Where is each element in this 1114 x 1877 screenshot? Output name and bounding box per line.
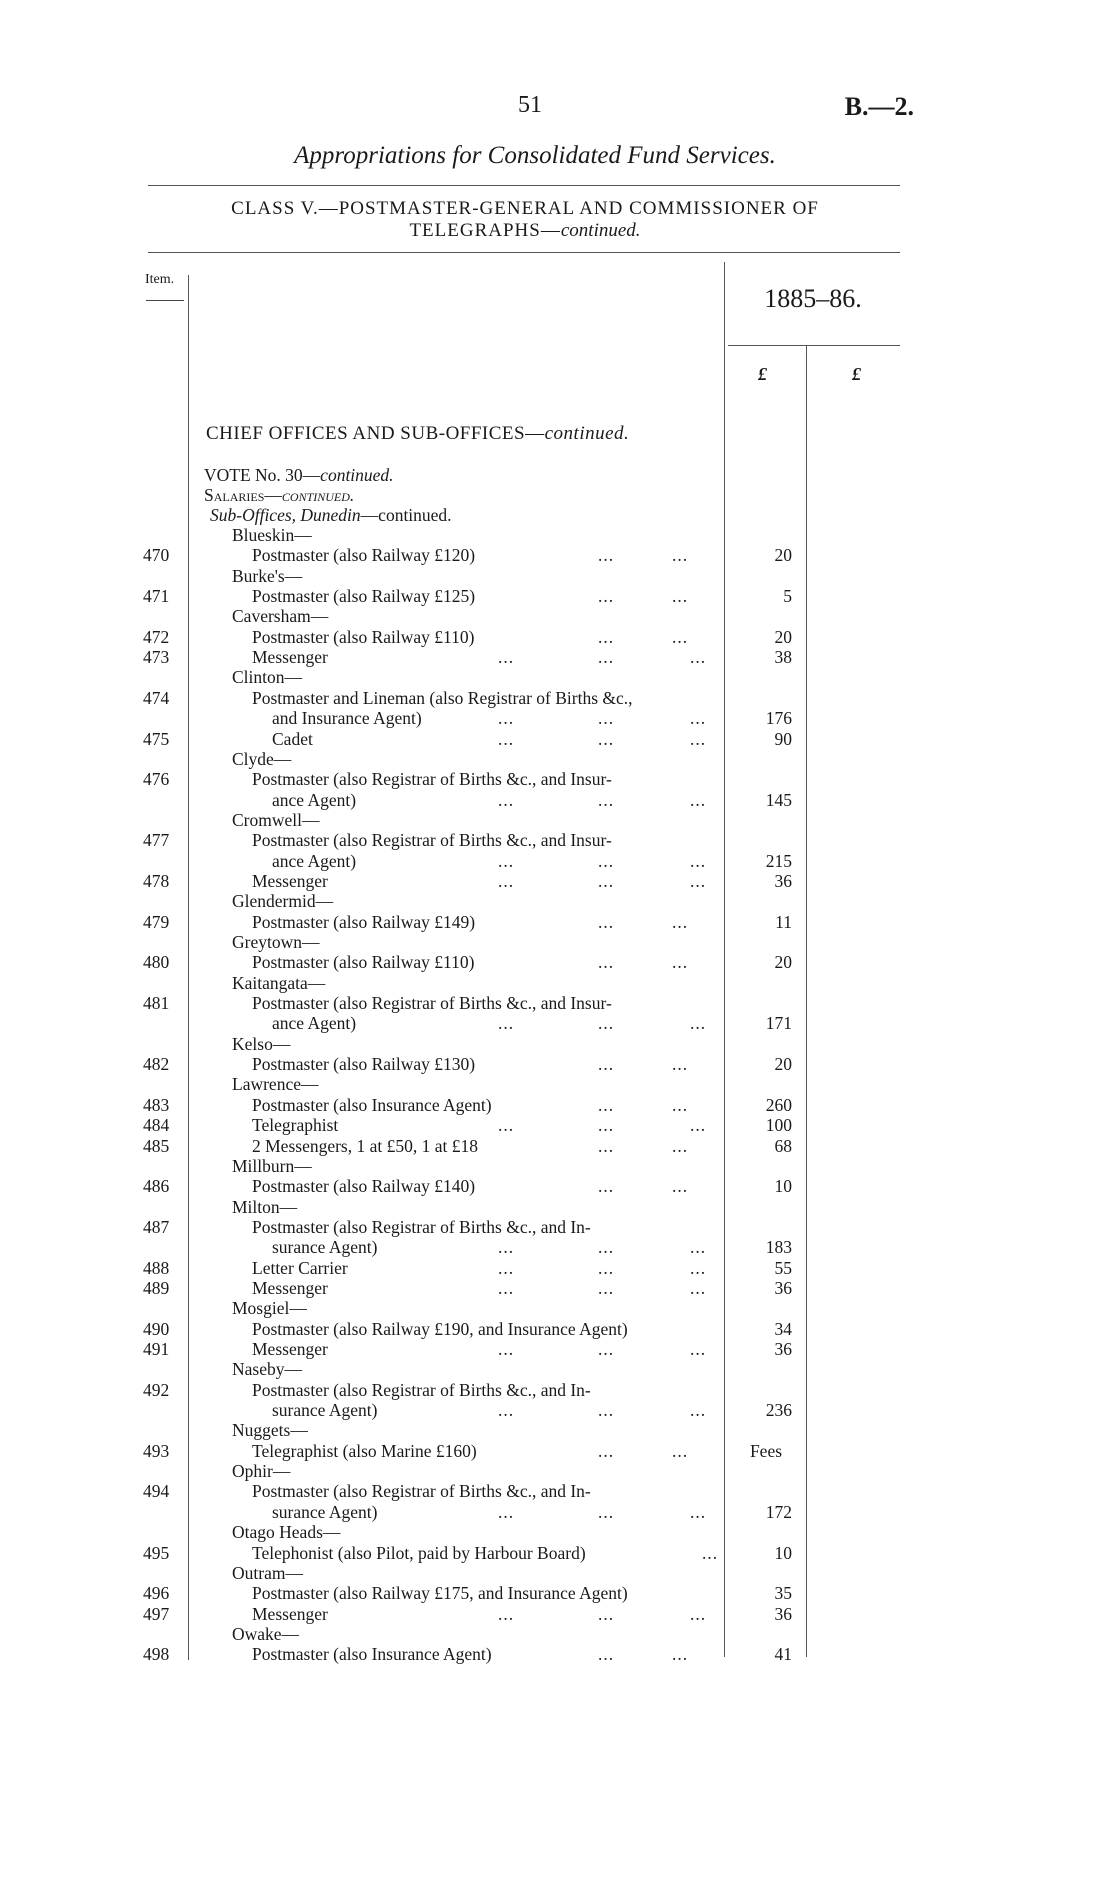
item-description: Greytown— xyxy=(232,932,320,952)
item-description: Telephonist (also Pilot, paid by Harbour Board) xyxy=(252,1542,586,1563)
leader-dots: ... xyxy=(690,1603,707,1624)
item-number: 486 xyxy=(143,1176,170,1197)
leader-dots: ... xyxy=(598,708,615,729)
table-row xyxy=(0,1441,1114,1461)
table-row xyxy=(0,1115,1114,1135)
item-description: Postmaster (also Railway £110) xyxy=(252,626,475,647)
table-row xyxy=(0,1563,1114,1583)
leader-dots: ... xyxy=(498,850,515,871)
item-number: 493 xyxy=(143,1440,170,1461)
table-row xyxy=(0,1604,1114,1624)
item-description: Cromwell— xyxy=(232,809,320,830)
leader-dots: ... xyxy=(498,1603,515,1624)
table-row xyxy=(0,912,1114,932)
item-amount: 20 xyxy=(774,1054,792,1075)
item-description: Letter Carrier xyxy=(252,1257,348,1278)
leader-dots: ... xyxy=(690,1257,707,1278)
item-amount: 36 xyxy=(774,1603,792,1624)
table-row xyxy=(0,1543,1114,1563)
top-rule xyxy=(148,185,900,186)
item-description: Postmaster (also Railway £190, and Insurance Agent) xyxy=(252,1318,628,1339)
leader-dots: ... xyxy=(498,1237,515,1258)
item-description: Postmaster (also Railway £175, and Insurance Agent) xyxy=(252,1583,628,1604)
vote-line xyxy=(0,465,1114,485)
year-underline xyxy=(728,345,900,346)
table-row xyxy=(0,851,1114,871)
item-amount: 35 xyxy=(774,1583,792,1604)
item-amount: 36 xyxy=(774,870,792,891)
item-description: Lawrence— xyxy=(232,1074,319,1095)
item-number: 485 xyxy=(143,1135,170,1156)
item-description: 2 Messengers, 1 at £50, 1 at £18 xyxy=(252,1135,479,1156)
section-heading xyxy=(206,423,629,445)
item-description: Postmaster (also Railway £110) xyxy=(252,952,475,973)
item-description: Burke's— xyxy=(232,565,303,586)
table-row xyxy=(0,1136,1114,1156)
table-row xyxy=(0,1298,1114,1318)
item-description: Kelso— xyxy=(232,1033,291,1054)
item-description: Messenger xyxy=(252,870,328,891)
item-description: Postmaster (also Registrar of Births &c., and In- xyxy=(252,1379,591,1400)
leader-dots: ... xyxy=(498,1339,515,1359)
table-row xyxy=(0,1237,1114,1257)
table-row xyxy=(0,606,1114,626)
item-description: Postmaster (also Registrar of Births &c., and Insur- xyxy=(252,993,612,1014)
item-number: 481 xyxy=(143,993,170,1014)
item-amount: 90 xyxy=(774,728,792,749)
leader-dots: ... xyxy=(498,789,515,810)
class-title-continued: continued. xyxy=(560,220,641,241)
item-amount: 41 xyxy=(774,1644,792,1665)
item-number: 492 xyxy=(143,1379,170,1400)
section-heading-text: CHIEF OFFICES AND SUB-OFFICES— xyxy=(206,423,545,444)
leader-dots: ... xyxy=(690,850,707,871)
item-amount: 10 xyxy=(774,1542,792,1563)
leader-dots: ... xyxy=(690,1339,707,1359)
leader-dots: ... xyxy=(598,1400,615,1421)
class-title-line1: CLASS V.—POSTMASTER-GENERAL AND COMMISSIONER OF xyxy=(231,198,819,219)
table-row xyxy=(0,1400,1114,1420)
table-row xyxy=(0,871,1114,891)
table-row xyxy=(0,1197,1114,1217)
item-amount: 20 xyxy=(774,626,792,647)
leader-dots: ... xyxy=(690,870,707,891)
leader-dots: ... xyxy=(598,586,615,607)
leader-dots: ... xyxy=(498,1115,515,1136)
item-description: Postmaster and Lineman (also Registrar of Births &c., xyxy=(252,687,633,708)
leader-dots: ... xyxy=(598,1603,615,1624)
item-description: Postmaster (also Railway £149) xyxy=(252,911,476,932)
table-row xyxy=(0,1461,1114,1481)
item-number: 489 xyxy=(143,1277,170,1298)
leader-dots: ... xyxy=(598,870,615,891)
item-description: surance Agent) xyxy=(272,1237,378,1258)
item-number: 494 xyxy=(143,1481,170,1502)
item-description: Nuggets— xyxy=(232,1420,308,1441)
table-row xyxy=(0,1156,1114,1176)
item-number: 488 xyxy=(143,1257,170,1278)
leader-dots: ... xyxy=(598,850,615,871)
item-description: Postmaster (also Registrar of Births &c., and Insur- xyxy=(252,830,612,851)
item-description: Otago Heads— xyxy=(232,1522,341,1543)
item-amount: 11 xyxy=(775,911,792,932)
item-amount: 236 xyxy=(765,1400,792,1421)
table-row xyxy=(0,1380,1114,1400)
item-number: 472 xyxy=(143,626,170,647)
leader-dots: ... xyxy=(690,1013,707,1034)
table-row xyxy=(0,973,1114,993)
item-number: 476 xyxy=(143,769,170,790)
item-number: 477 xyxy=(143,830,170,851)
item-number: 496 xyxy=(143,1583,170,1604)
item-number: 491 xyxy=(143,1339,170,1359)
table-row xyxy=(0,1420,1114,1440)
leader-dots: ... xyxy=(672,545,689,566)
leader-dots: ... xyxy=(690,1115,707,1136)
table-row xyxy=(0,769,1114,789)
table-row xyxy=(0,525,1114,545)
item-number: 474 xyxy=(143,687,170,708)
table-row xyxy=(0,688,1114,708)
leader-dots: ... xyxy=(598,789,615,810)
sub-offices-text: Sub-Offices, Dunedin xyxy=(210,505,361,525)
item-description: Telegraphist xyxy=(252,1115,339,1136)
item-amount: 20 xyxy=(774,545,792,566)
leader-dots: ... xyxy=(598,911,615,932)
leader-dots: ... xyxy=(702,1542,719,1563)
item-number: 490 xyxy=(143,1318,170,1339)
leader-dots: ... xyxy=(598,1094,615,1115)
item-description: ance Agent) xyxy=(272,850,357,871)
salaries-line xyxy=(0,485,1114,505)
leader-dots: ... xyxy=(498,870,515,891)
item-description: Mosgiel— xyxy=(232,1298,307,1319)
leader-dots: ... xyxy=(598,626,615,647)
table-row xyxy=(0,627,1114,647)
leader-dots: ... xyxy=(672,586,689,607)
item-amount: 145 xyxy=(765,789,792,810)
item-description: Messenger xyxy=(252,1339,328,1359)
item-amount: 20 xyxy=(774,952,792,973)
leader-dots: ... xyxy=(690,1400,707,1421)
item-description: Owake— xyxy=(232,1623,300,1644)
item-description: ance Agent) xyxy=(272,789,357,810)
class-title-line2 xyxy=(150,220,900,242)
table-row xyxy=(0,1095,1114,1115)
item-number: 483 xyxy=(143,1094,170,1115)
item-number: 479 xyxy=(143,911,170,932)
leader-dots: ... xyxy=(598,728,615,749)
vote-continued: continued. xyxy=(320,465,394,485)
item-description: Milton— xyxy=(232,1196,298,1217)
item-description: Messenger xyxy=(252,647,328,668)
leader-dots: ... xyxy=(672,1644,689,1665)
table-row xyxy=(0,566,1114,586)
class-title-line2-text: TELEGRAPHS— xyxy=(409,220,561,241)
item-description: Postmaster (also Insurance Agent) xyxy=(252,1094,492,1115)
table-row xyxy=(0,1583,1114,1603)
table-row xyxy=(0,932,1114,952)
item-amount: 171 xyxy=(765,1013,792,1034)
leader-dots: ... xyxy=(690,728,707,749)
item-number: 478 xyxy=(143,870,170,891)
vote-text: VOTE No. 30— xyxy=(204,465,321,485)
item-number: 482 xyxy=(143,1054,170,1075)
item-description: Naseby— xyxy=(232,1359,302,1380)
leader-dots: ... xyxy=(598,1115,615,1136)
item-number: 471 xyxy=(143,586,170,607)
item-amount: 260 xyxy=(765,1094,792,1115)
table-row xyxy=(0,1502,1114,1522)
item-amount: 5 xyxy=(783,586,792,607)
item-number: 487 xyxy=(143,1216,170,1237)
leader-dots: ... xyxy=(498,728,515,749)
item-description: Postmaster (also Railway £120) xyxy=(252,545,476,566)
table-row xyxy=(0,1359,1114,1379)
leader-dots: ... xyxy=(598,1277,615,1298)
item-number: 497 xyxy=(143,1603,170,1624)
item-description: surance Agent) xyxy=(272,1400,378,1421)
table-row xyxy=(0,708,1114,728)
leader-dots: ... xyxy=(598,647,615,668)
item-description: surance Agent) xyxy=(272,1501,378,1522)
section-heading-continued: continued. xyxy=(544,423,630,444)
table-row xyxy=(0,586,1114,606)
table-row xyxy=(0,810,1114,830)
table-row xyxy=(0,1054,1114,1074)
table-row xyxy=(0,729,1114,749)
item-description: Postmaster (also Railway £140) xyxy=(252,1176,476,1197)
leader-dots: ... xyxy=(690,708,707,729)
leader-dots: ... xyxy=(498,1257,515,1278)
item-description: Millburn— xyxy=(232,1155,312,1176)
item-description: Kaitangata— xyxy=(232,972,326,993)
table-row xyxy=(0,1034,1114,1054)
leader-dots: ... xyxy=(598,1440,615,1461)
item-amount: 176 xyxy=(765,708,792,729)
document-code: B.—2. xyxy=(844,92,914,121)
item-description: and Insurance Agent) xyxy=(272,708,422,729)
class-title xyxy=(150,198,900,242)
table-row xyxy=(0,1176,1114,1196)
leader-dots: ... xyxy=(498,708,515,729)
item-description: Ophir— xyxy=(232,1461,291,1482)
item-description: Postmaster (also Registrar of Births &c., and Insur- xyxy=(252,769,612,790)
leader-dots: ... xyxy=(690,789,707,810)
item-description: Postmaster (also Insurance Agent) xyxy=(252,1644,492,1665)
leader-dots: ... xyxy=(598,1257,615,1278)
table-row xyxy=(0,1074,1114,1094)
table-row xyxy=(0,1258,1114,1278)
item-header-underline xyxy=(146,300,184,301)
table-row xyxy=(0,1013,1114,1033)
leader-dots: ... xyxy=(498,1277,515,1298)
item-amount: 34 xyxy=(774,1318,792,1339)
currency-header-2: £ xyxy=(852,364,861,384)
leader-dots: ... xyxy=(598,1339,615,1359)
leader-dots: ... xyxy=(690,1277,707,1298)
table-row xyxy=(0,891,1114,911)
leader-dots: ... xyxy=(690,647,707,668)
table-row xyxy=(0,1481,1114,1501)
table-row xyxy=(0,1217,1114,1237)
leader-dots: ... xyxy=(672,1094,689,1115)
item-description: Blueskin— xyxy=(232,525,312,545)
leader-dots: ... xyxy=(498,1400,515,1421)
table-row xyxy=(0,1278,1114,1298)
item-amount: 38 xyxy=(774,647,792,668)
item-amount: 10 xyxy=(774,1176,792,1197)
leader-dots: ... xyxy=(598,1013,615,1034)
table-row xyxy=(0,830,1114,850)
leader-dots: ... xyxy=(598,1054,615,1075)
leader-dots: ... xyxy=(672,626,689,647)
page-title: Appropriations for Consolidated Fund Services. xyxy=(294,142,776,169)
sub-offices-continued: —continued. xyxy=(360,505,452,525)
item-description: Messenger xyxy=(252,1277,328,1298)
table-row xyxy=(0,749,1114,769)
leader-dots: ... xyxy=(672,952,689,973)
table-row xyxy=(0,1522,1114,1542)
table-row xyxy=(0,1624,1114,1644)
leader-dots: ... xyxy=(598,952,615,973)
item-description: Postmaster (also Railway £130) xyxy=(252,1054,476,1075)
page-number: 51 xyxy=(518,92,542,118)
item-description: Messenger xyxy=(252,1603,328,1624)
leader-dots: ... xyxy=(598,545,615,566)
item-description: Postmaster (also Registrar of Births &c., and In- xyxy=(252,1216,591,1237)
leader-dots: ... xyxy=(672,1440,689,1461)
table-row xyxy=(0,545,1114,565)
table-row xyxy=(0,952,1114,972)
item-description: ance Agent) xyxy=(272,1013,357,1034)
item-amount: 100 xyxy=(765,1115,792,1136)
leader-dots: ... xyxy=(690,1237,707,1258)
item-description: Glendermid— xyxy=(232,891,334,912)
header-rule xyxy=(148,252,900,253)
item-amount: 36 xyxy=(774,1339,792,1359)
item-description: Clyde— xyxy=(232,748,292,769)
leader-dots: ... xyxy=(598,1176,615,1197)
item-number: 470 xyxy=(143,545,170,566)
leader-dots: ... xyxy=(498,647,515,668)
item-number: 484 xyxy=(143,1115,170,1136)
item-amount: 172 xyxy=(765,1501,792,1522)
item-number: 495 xyxy=(143,1542,170,1563)
item-description: Outram— xyxy=(232,1562,303,1583)
item-amount: 215 xyxy=(765,850,792,871)
salaries-continued: continued. xyxy=(281,485,355,505)
table-row xyxy=(0,790,1114,810)
table-row xyxy=(0,1644,1114,1664)
leader-dots: ... xyxy=(498,1501,515,1522)
sub-offices-line xyxy=(0,505,1114,525)
item-description: Telegraphist (also Marine £160) xyxy=(252,1440,477,1461)
leader-dots: ... xyxy=(672,911,689,932)
leader-dots: ... xyxy=(672,1054,689,1075)
leader-dots: ... xyxy=(672,1135,689,1156)
table-row xyxy=(0,1339,1114,1359)
item-amount: Fees xyxy=(749,1440,783,1461)
table-row xyxy=(0,667,1114,687)
item-description: Postmaster (also Railway £125) xyxy=(252,586,476,607)
leader-dots: ... xyxy=(690,1501,707,1522)
item-number: 498 xyxy=(143,1644,170,1665)
currency-header-1: £ xyxy=(758,364,767,384)
table-row xyxy=(0,647,1114,667)
salaries-text: Salaries— xyxy=(204,485,282,505)
leader-dots: ... xyxy=(598,1237,615,1258)
item-amount: 36 xyxy=(774,1277,792,1298)
table-row xyxy=(0,1319,1114,1339)
leader-dots: ... xyxy=(498,1013,515,1034)
table-row xyxy=(0,993,1114,1013)
item-number: 473 xyxy=(143,647,170,668)
item-description: Clinton— xyxy=(232,667,303,688)
item-number: 475 xyxy=(143,728,170,749)
item-description: Postmaster (also Registrar of Births &c., and In- xyxy=(252,1481,591,1502)
leader-dots: ... xyxy=(598,1644,615,1665)
item-description: Caversham— xyxy=(232,606,329,627)
item-amount: 68 xyxy=(774,1135,792,1156)
leader-dots: ... xyxy=(672,1176,689,1197)
item-amount: 183 xyxy=(765,1237,792,1258)
leader-dots: ... xyxy=(598,1501,615,1522)
year-column-header: 1885–86. xyxy=(764,284,862,313)
item-number: 480 xyxy=(143,952,170,973)
item-description: Cadet xyxy=(272,728,313,749)
leader-dots: ... xyxy=(598,1135,615,1156)
item-amount: 55 xyxy=(774,1257,792,1278)
item-column-header: Item. xyxy=(145,272,175,287)
